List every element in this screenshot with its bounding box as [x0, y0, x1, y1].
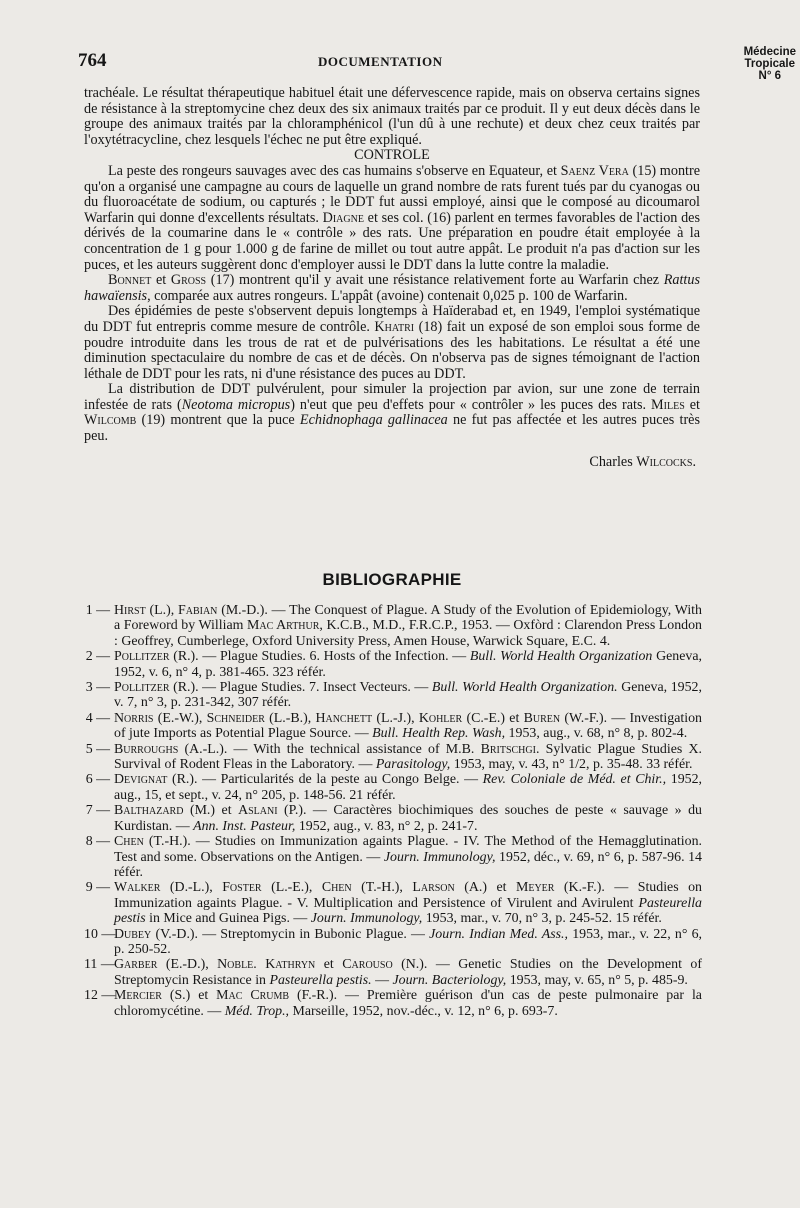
source-title: Bull. Health Rep. Wash,: [372, 726, 506, 742]
paragraph: trachéale. Le résultat thérapeutique habituel était une défervescence rapide, mais on observa certains signes de résistance à la streptomycine chez deux des six animaux traités par ce produit. Il y eut deux décès dans le groupe des animaux traités par la chloramphénicol (l'un dû à une rechute) et deux chez ceux traités par l'oxytétracycline, chez lesquels l'échec ne put être expliqué.: [84, 85, 700, 148]
text-run: (18) fait un exposé de son emploi sous forme de poudre introduite dans les trous de rat et de pulvérisations des les habitations. Le résultat a été une diminution spectaculaire du nombre de cas et de décès. On n'observa pas de signes témoignant de l'action léthale de DDT pour les rats, ni d'une résistance des puces au DDT.: [84, 318, 700, 382]
text-run: — Plague Studies. 6. Hosts of the Infection. —: [198, 649, 470, 665]
bibliography-entry: [84, 711, 702, 742]
bibliography-entry: [84, 988, 702, 1019]
entry-number: 9 —: [85, 880, 110, 896]
text-run: et: [487, 880, 516, 896]
text-run: La peste des rongeurs sauvages avec des cas humains s'observe en Equateur, et: [108, 162, 561, 179]
source-title: Ann. Inst. Pasteur,: [193, 818, 296, 834]
source-title: Journ. Bacteriology,: [392, 972, 507, 988]
text-run: — Première guérison d'un cas de peste pulmonaire par la chloromycétine. —: [114, 988, 702, 1019]
source-title: Parasitology,: [375, 757, 451, 773]
text-run: et: [190, 988, 217, 1004]
text-run: — Studies on Immunization againts Plague. - V. Multiplication and Persistence of Virulent and Avirulent: [114, 880, 702, 911]
text-run: La distribution de DDT pulvérulent, pour simuler la projection par avion, sur une zone de terrain infestée de rats (: [84, 381, 700, 413]
author-name: Meyer (K.-F.).: [515, 880, 605, 896]
author-name: Devignat (R.).: [114, 772, 198, 788]
bibliography-entry: [84, 772, 702, 803]
running-title: DOCUMENTATION: [318, 54, 443, 69]
text-run: 1953, may, v. 43, n° 1/2, p. 35-48. 33 référ.: [450, 757, 693, 773]
text-run: et: [505, 710, 524, 726]
text-run: 1953, mar., v. 70, n° 3, p. 245-52. 15 référ.: [422, 911, 662, 927]
journal-label-line: Médecine: [743, 46, 796, 58]
author-name: Miles: [651, 396, 685, 413]
text-run: — Caractères biochimiques des souches de peste « sauvage » du Kurdistan. —: [114, 803, 702, 834]
bibliography-entry: [84, 957, 702, 988]
author-name: Chen (T.-H.).: [114, 834, 191, 850]
text-run: Des épidémies de peste s'observent depuis longtemps à Haïderabad et, en 1949, l'emploi systématique du DDT fut entrepris comme mesure de contrôle.: [84, 303, 700, 335]
text-run: ne fut pas affectée et les autres puces très peu.: [84, 412, 700, 445]
text-run: — The Conquest of Plague. A Study of the Evolution of Epidemiology, With a Foreword by William: [114, 603, 702, 634]
signature: [84, 455, 700, 471]
entry-text: [114, 927, 702, 958]
text-run: ) n'eut que peu d'effets pour « contrôler » les puces des rats.: [290, 396, 652, 413]
author-name: Burroughs (A.-L.).: [114, 741, 228, 757]
page-header: [78, 46, 798, 90]
text-run: Charles: [589, 453, 637, 470]
entry-number: 3 —: [85, 680, 110, 696]
section-heading: CONTROLE: [354, 147, 430, 164]
entry-number: 6 —: [85, 772, 110, 788]
author-name: Mac Arthur,: [247, 618, 323, 634]
entry-text: [114, 772, 702, 803]
text-run: Geneva, 1952, v. 7, n° 3, p. 231-342, 307 référ.: [114, 680, 702, 711]
journal-label-line: Tropicale: [744, 58, 796, 70]
page-number: 764: [78, 50, 107, 71]
entry-text: [114, 742, 702, 773]
entry-number: 7 —: [85, 803, 110, 819]
source-title: Bull. World Health Organization: [469, 649, 653, 665]
bibliography-title: BIBLIOGRAPHIE: [322, 570, 462, 589]
text-run: (19) montrent que la puce: [136, 412, 300, 429]
species-name: Neotoma micropus: [181, 396, 291, 413]
source-title: Pasteurella pestis: [114, 895, 702, 927]
author-name: Bonnet: [108, 272, 152, 289]
text-run: K.C.B., M.D., F.R.C.P., 1953. — Oxfòrd : Clarendon Press London : Geoffrey, Cumberlege, Oxford University Press, Amen House, Warwick Square, E.C. 4.: [114, 618, 702, 649]
text-run: et: [215, 803, 239, 819]
text-run: — Particularités de la peste au Congo Belge. —: [197, 772, 483, 788]
bibliography-entry: [84, 880, 702, 926]
text-run: Geneva, 1952, v. 6, n° 4, p. 381-465. 323 référ.: [114, 649, 702, 680]
entry-text: [114, 680, 702, 711]
author-name: Wilcocks.: [636, 453, 696, 470]
journal-label-line: N° 6: [758, 70, 782, 82]
source-title: Bull. World Health Organization.: [431, 680, 618, 696]
text-run: 1953, aug., v. 68, n° 8, p. 802-4.: [505, 726, 688, 742]
source-title: Rev. Coloniale de Méd. et Chir.,: [482, 772, 667, 788]
bibliography-list: [84, 603, 702, 1019]
source-title: Méd. Trop.,: [224, 1003, 290, 1019]
text-run: — Studies on Immunization againts Plague. - IV. The Method of the Hemagglutination. Test and some. Observations on the Antigen. —: [114, 834, 702, 865]
text-run: 1952, aug., 15, et sept., v. 24, n° 205, p. 148-56. 21 référ.: [114, 772, 703, 803]
journal-label: [744, 46, 796, 82]
text-run: Sylvatic Plague Studies X. Survival of Rodent Fleas in the Laboratory. —: [114, 741, 702, 773]
author-name: Diagne: [322, 209, 364, 226]
paragraph: [84, 273, 700, 304]
entry-text: [114, 957, 702, 988]
entry-number: 2 —: [85, 649, 110, 665]
author-name: Gross: [170, 272, 207, 289]
author-name: Mercier (S.): [114, 988, 191, 1004]
entry-text: [114, 649, 702, 680]
text-run: — Investigation of jute Imports as Potential Plague Source. —: [114, 710, 702, 742]
author-name: Carouso (N.).: [342, 957, 428, 973]
source-title: Journ. Indian Med. Ass.,: [429, 926, 569, 942]
author-name: Mac Crumb (F.-R.).: [216, 988, 338, 1004]
paragraph: [84, 382, 700, 444]
species-name: Rattus hawaïensis: [84, 272, 700, 304]
text-run: (15) montre qu'on a organisé une campagne au cours de laquelle un grand nombre de rats furent tués par du cyanogas ou du fluoroacétate de sodium, ou capturés ; le DDT fut aussi employé, ainsi que le composé au dicoumarol Warfarin qui donne d'excellents résultats.: [84, 162, 700, 226]
text-run: in Mice and Guinea Pigs. —: [145, 911, 311, 927]
bibliography-entry: [84, 603, 702, 649]
author-name: Garber (E.-D.), Noble. Kathryn: [114, 957, 316, 973]
entry-text: [114, 834, 702, 880]
author-name: Buren (W.-F.).: [523, 710, 608, 726]
text-run: 1952, aug., v. 83, n° 2, p. 241-7.: [295, 818, 478, 834]
text-run: 1952, déc., v. 69, n° 6, p. 587-96. 14 référ.: [114, 849, 702, 880]
source-title: Journ. Immunology,: [310, 911, 423, 927]
entry-text: [114, 803, 702, 834]
author-name: Norris (E.-W.), Schneider (L.-B.), Hanchett (L.-J.), Kohler (C.-E.): [114, 710, 506, 726]
entry-number: 5 —: [85, 741, 110, 757]
author-name: Pollitzer (R.).: [114, 680, 199, 696]
text-run: et ses col. (16) parlent en termes favorables de l'action des dérivés de la coumarine dans le « contrôle » des rats. Une préparation en poudre était employée à la concentration de 1 g pour 1.000 g de farine de millet ou tout autre appât. Le produit n'a pas d'action sur les puces, et les auteurs suggèrent donc d'employer aussi le DDT dans la lutte contre la maladie.: [84, 209, 700, 273]
bibliography-entry: [84, 927, 702, 958]
entry-text: [114, 603, 702, 649]
text-run: (17) montrent qu'il y avait une résistance relativement forte au Warfarin chez: [206, 272, 664, 289]
author-name: Wilcomb: [84, 412, 137, 429]
author-name: Khatri: [374, 318, 415, 335]
entry-number: 8 —: [85, 834, 110, 850]
text-run: 1953, mar., v. 22, n° 6, p. 250-52.: [114, 926, 702, 957]
author-name: Walker (D.-L.), Foster (L.-E.), Chen (T.-H.), Larson (A.): [114, 880, 487, 896]
author-name: Balthazard (M.): [114, 803, 216, 819]
bibliography-entry: [84, 834, 702, 880]
source-title: Journ. Immunology,: [383, 849, 496, 865]
author-name: Aslani (P.).: [238, 803, 307, 819]
entry-text: [114, 988, 702, 1019]
entry-number: 12 —: [84, 988, 116, 1004]
text-run: — Plague Studies. 7. Insect Vecteurs. —: [198, 680, 432, 696]
text-run: — Genetic Studies on the Development of Streptomycin Resistance in: [114, 957, 702, 988]
article-body: [84, 86, 700, 470]
text-run: et: [151, 272, 171, 289]
text-run: —: [371, 972, 393, 988]
bibliography-entry: [84, 680, 702, 711]
text-run: , comparée aux autres rongeurs. L'appât (avoine) contenait 0,025 p. 100 de Warfarin.: [147, 287, 628, 304]
bibliography-entry: [84, 649, 702, 680]
text-run: 1953, may, v. 65, n° 5, p. 485-9.: [506, 972, 688, 988]
author-name: Britschgi.: [480, 741, 540, 757]
author-name: Dubey (V.-D.).: [114, 926, 199, 942]
text-run: — With the technical assistance of M.B.: [227, 741, 481, 757]
species-name: Echidnophaga gallinacea: [299, 412, 448, 429]
entry-number: 4 —: [85, 710, 110, 726]
paragraph: [84, 304, 700, 382]
entry-text: [114, 711, 702, 742]
text-run: et: [315, 957, 343, 973]
author-name: Pollitzer (R.).: [114, 649, 199, 665]
entry-text: [114, 880, 702, 926]
entry-number: 1 —: [85, 603, 110, 618]
entry-number: 10 —: [84, 926, 116, 942]
text-run: et: [684, 396, 700, 413]
bibliography-entry: [84, 742, 702, 773]
paragraph: [84, 164, 700, 273]
entry-number: 11 —: [84, 957, 115, 973]
source-title: Pasteurella pestis.: [269, 972, 372, 988]
author-name: Hirst (L.), Fabian (M.-D.).: [114, 603, 268, 618]
bibliography-entry: [84, 803, 702, 834]
text-run: — Streptomycin in Bubonic Plague. —: [198, 926, 430, 942]
author-name: Saenz Vera: [560, 162, 629, 179]
text-run: Marseille, 1952, nov.-déc., v. 12, n° 6, p. 693-7.: [289, 1003, 558, 1019]
